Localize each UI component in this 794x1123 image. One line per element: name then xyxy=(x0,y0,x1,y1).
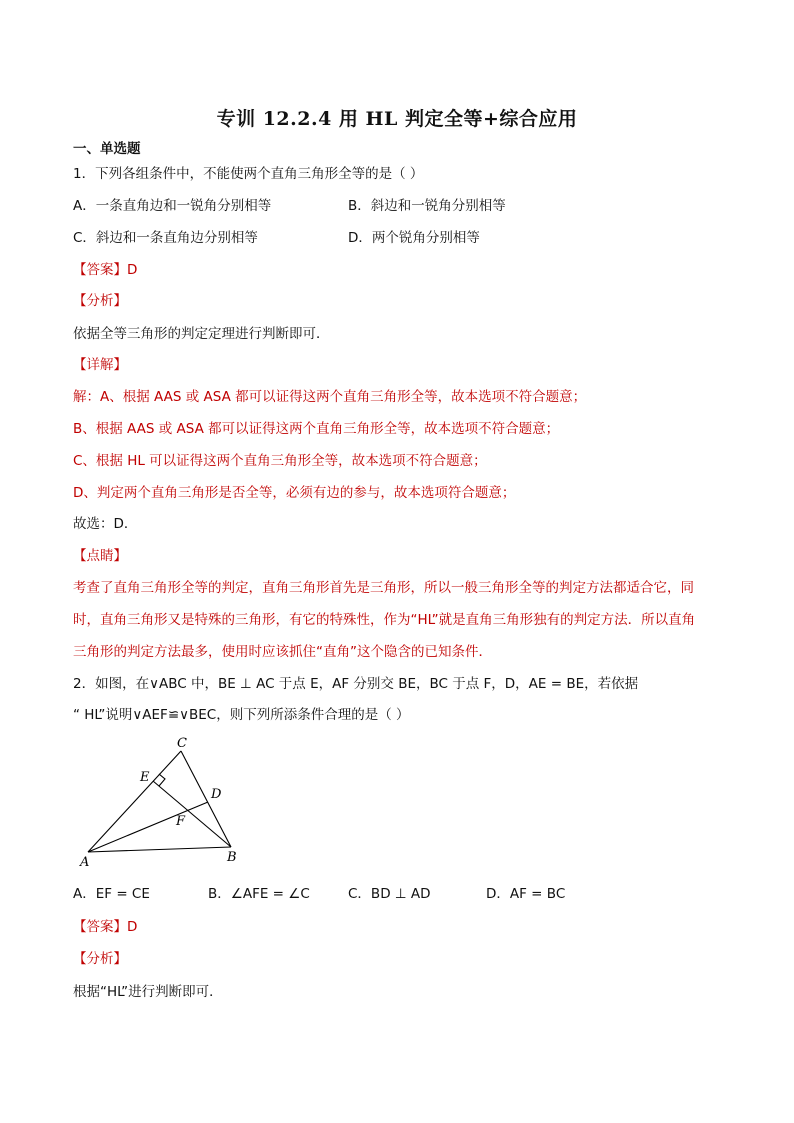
answer-tag: 【答案】 xyxy=(73,262,127,278)
segment-ab xyxy=(88,847,231,852)
q2-option-c: C．BD ⊥ AD xyxy=(348,886,431,902)
q2-option-a: A．EF = CE xyxy=(73,886,150,902)
label-c: C xyxy=(177,736,187,751)
q1-analysis-text: 依据全等三角形的判定定理进行判断即可． xyxy=(73,326,330,342)
analysis-tag: 【分析】 xyxy=(73,951,127,967)
label-b: B xyxy=(227,850,237,865)
label-f: F xyxy=(176,814,186,829)
right-angle-mark xyxy=(159,774,165,786)
q1-comment-line: 三角形的判定方法最多，使用时应该抓住“直角”这个隐含的已知条件． xyxy=(73,644,492,660)
q1-detail-line: D、判定两个直角三角形是否全等，必须有边的参与，故本选项符合题意； xyxy=(73,485,516,501)
q1-detail-line: B、根据 AAS 或 ASA 都可以证得这两个直角三角形全等，故本选项不符合题意； xyxy=(73,421,560,437)
detail-tag: 【详解】 xyxy=(73,357,127,373)
q1-detail-conclusion: 故选：D． xyxy=(73,516,138,532)
section-heading: 一、单选题 xyxy=(73,141,141,157)
q2-stem-line1: 2．如图，在∨ABC 中，BE ⊥ AC 于点 E，AF 分别交 BE，BC 于点 F，D，AE = BE，若依据 xyxy=(73,676,639,692)
answer-value: D xyxy=(127,262,138,278)
label-e: E xyxy=(140,770,150,785)
q1-option-d: D．两个锐角分别相等 xyxy=(348,230,480,246)
q2-option-d: D．AF = BC xyxy=(486,886,566,902)
label-d: D xyxy=(211,787,222,802)
answer-tag: 【答案】 xyxy=(73,919,127,935)
q1-detail-line: 解：A、根据 AAS 或 ASA 都可以证得这两个直角三角形全等，故本选项不符合题意； xyxy=(73,389,587,405)
answer-value: D xyxy=(127,919,138,935)
q2-analysis-text: 根据“HL”进行判断即可． xyxy=(73,984,223,1000)
comment-tag: 【点睛】 xyxy=(73,548,127,564)
q1-detail-line: C、根据 HL 可以证得这两个直角三角形全等，故本选项不符合题意； xyxy=(73,453,487,469)
label-a: A xyxy=(80,855,90,868)
q1-answer-row xyxy=(73,260,137,280)
page-title: 专训 12.2.4 用 HL 判定全等+综合应用 xyxy=(216,108,578,130)
q1-option-b: B．斜边和一锐角分别相等 xyxy=(348,198,506,214)
segment-cb xyxy=(181,751,231,847)
q1-comment-line: 时，直角三角形又是特殊的三角形，有它的特殊性，作为“HL”就是直角三角形独有的判定方法．所以直角 xyxy=(73,612,696,628)
analysis-tag: 【分析】 xyxy=(73,293,127,309)
q1-stem: 1．下列各组条件中，不能使两个直角三角形全等的是（ ） xyxy=(73,166,424,182)
q1-option-c: C．斜边和一条直角边分别相等 xyxy=(73,230,258,246)
q1-option-a: A．一条直角边和一锐角分别相等 xyxy=(73,198,272,214)
q2-answer-row xyxy=(73,917,137,937)
triangle-figure xyxy=(78,734,250,868)
segment-ad xyxy=(88,802,208,852)
segment-ac xyxy=(88,751,181,852)
q1-comment-line: 考查了直角三角形全等的判定，直角三角形首先是三角形，所以一般三角形全等的判定方法都适合它，同 xyxy=(73,580,694,596)
q2-stem-line2: “ HL”说明∨AEF≌∨BEC，则下列所添条件合理的是（ ） xyxy=(73,707,410,723)
q2-option-b: B．∠AFE = ∠C xyxy=(208,886,310,902)
